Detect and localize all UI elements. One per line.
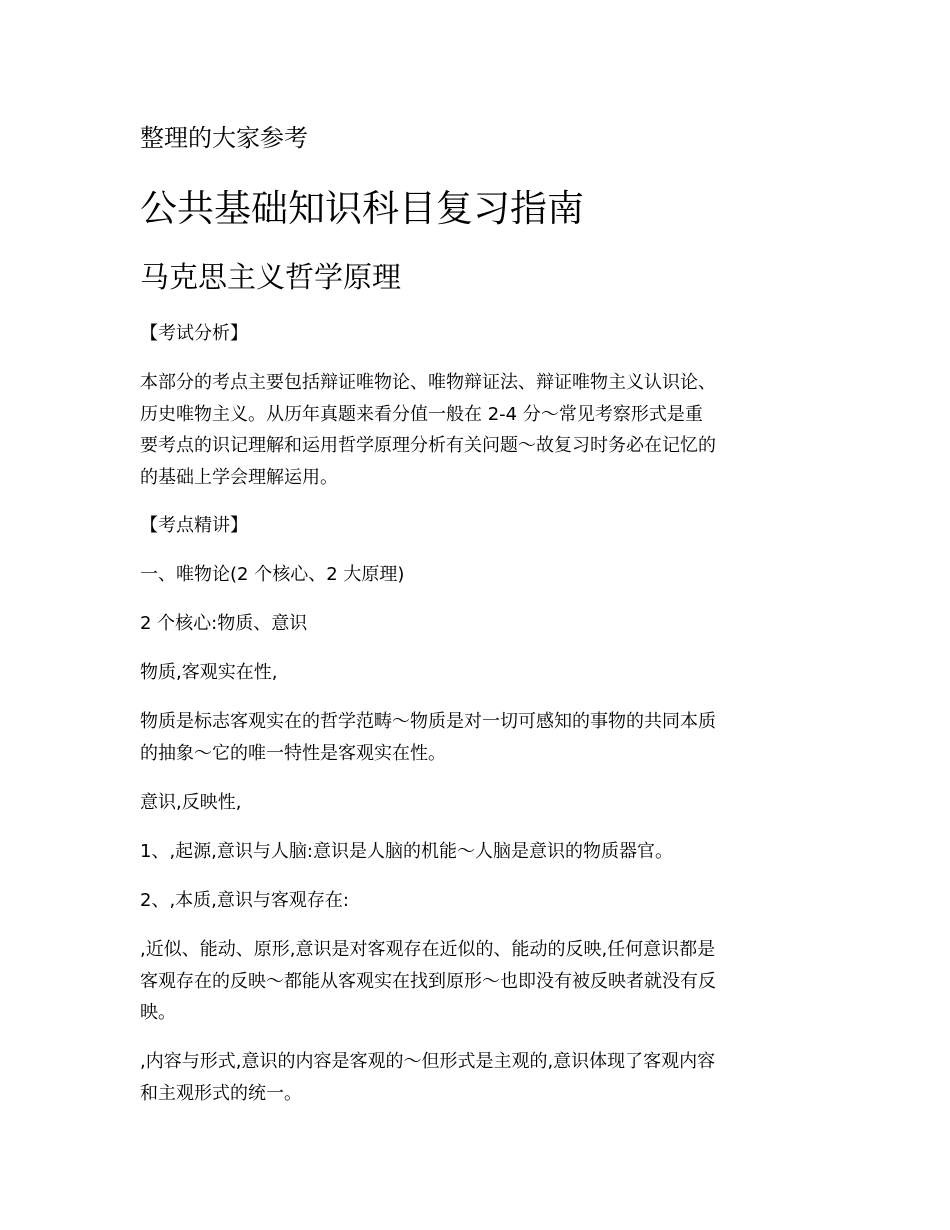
text-line: 的抽象～它的唯一特性是客观实在性。	[140, 742, 446, 764]
text-line: 意识,反映性,	[140, 792, 242, 813]
text-line: 一、唯物论(2 个核心、2 大原理)	[140, 564, 405, 585]
two-cores-line	[140, 608, 815, 640]
text-line: 【考试分析】	[140, 323, 248, 344]
text-line: 1、,起源,意识与人脑:意识是人脑的机能～人脑是意识的物质器官。	[140, 841, 673, 862]
matter-heading	[140, 657, 815, 689]
essence-heading	[140, 885, 815, 917]
text-line: 【考点精讲】	[140, 515, 248, 536]
key-points-heading	[140, 510, 815, 542]
consciousness-heading	[140, 787, 815, 819]
text-line: 要考点的识记理解和运用哲学原理分析有关问题～故复习时务必在记忆的	[140, 435, 716, 456]
text-line: 物质,客观实在性,	[140, 662, 278, 683]
text-line: 和主观形式的统一。	[140, 1082, 302, 1104]
text-line: 历史唯物主义。从历年真题来看分值一般在 2-4 分～常见考察形式是重	[140, 403, 703, 425]
content-form-paragraph	[140, 1046, 815, 1109]
document-title: 公共基础知识科目复习指南	[140, 187, 584, 230]
text-line: ,内容与形式,意识的内容是客观的～但形式是主观的,意识体现了客观内容	[140, 1051, 716, 1072]
text-line: 客观存在的反映～都能从客观实在找到原形～也即没有被反映者就没有反	[140, 970, 716, 992]
text-line: 2、,本质,意识与客观存在:	[140, 890, 349, 911]
exam-analysis-heading	[140, 318, 815, 350]
text-line: 映。	[140, 1002, 176, 1023]
section-title: 马克思主义哲学原理	[140, 260, 402, 294]
matter-paragraph	[140, 706, 815, 769]
materialism-heading	[140, 559, 815, 591]
exam-analysis-paragraph	[140, 367, 815, 493]
text-line: 的基础上学会理解运用。	[140, 466, 338, 488]
text-line: ,近似、能动、原形,意识是对客观存在近似的、能动的反映,任何意识都是	[140, 939, 716, 960]
text-line: 2 个核心:物质、意识	[140, 613, 308, 634]
text-line: 物质是标志客观实在的哲学范畴～物质是对一切可感知的事物的共同本质	[140, 711, 716, 732]
text-line: 本部分的考点主要包括辩证唯物论、唯物辩证法、辩证唯物主义认识论、	[140, 372, 716, 393]
header-note: 整理的大家参考	[140, 124, 308, 152]
origin-paragraph	[140, 836, 815, 868]
approximation-paragraph	[140, 934, 815, 1029]
